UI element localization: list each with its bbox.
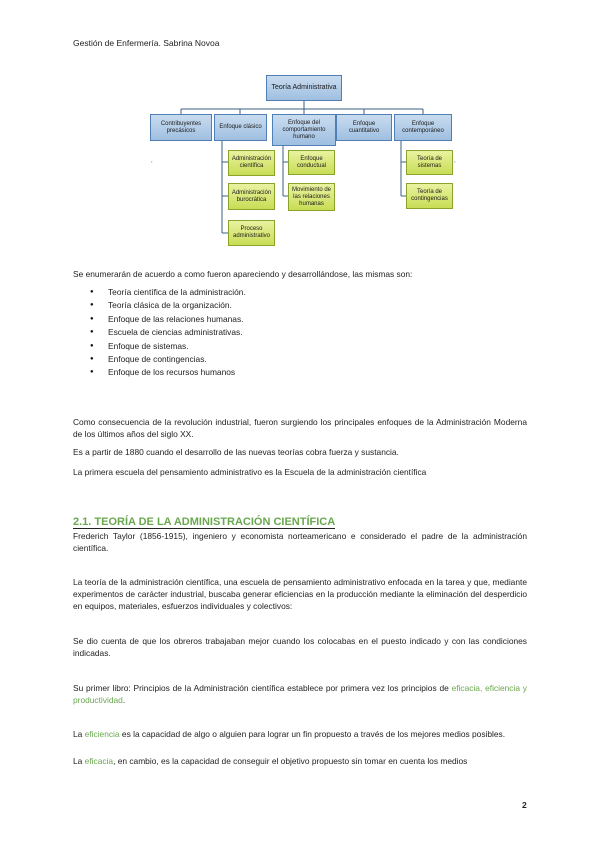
node-root: Teoría Administrativa xyxy=(266,75,342,101)
list-item: ● Enfoque de las relaciones humanas. xyxy=(90,313,246,326)
list-item: ● Enfoque de contingencias. xyxy=(90,353,246,366)
chart-tick-mark: , xyxy=(454,158,456,164)
paragraph: La primera escuela del pensamiento administrativo es la Escuela de la administración científica xyxy=(73,467,427,477)
list-item: ● Enfoque de los recursos humanos xyxy=(90,366,246,379)
list-item: ● Escuela de ciencias administrativas. xyxy=(90,326,246,339)
node-classic-child: Proceso administrativo xyxy=(228,220,275,246)
section-heading: 2.1. TEORÍA DE LA ADMINISTRACIÓN CIENTÍFICA xyxy=(73,516,336,528)
paragraph-text: , en cambio, es la capacidad de conseguir el objetivo propuesto sin tomar en cuenta los medios xyxy=(113,756,468,766)
highlight-text: eficacia xyxy=(84,756,114,766)
paragraph-text: Su primer libro: Principios de la Administración científica establece por primera vez los principios de xyxy=(73,683,452,693)
node-branch: Enfoque cuantitativo xyxy=(336,114,392,141)
paragraph: Como consecuencia de la revolución industrial, fueron surgiendo los principales enfoques de la Administración Moderna de los últimos años del siglo XX. xyxy=(73,417,527,439)
node-classic-child: Administración científica xyxy=(228,150,275,176)
page-header: Gestión de Enfermería. Sabrina Novoa xyxy=(73,38,220,48)
paragraph: La teoría de la administración científica, una escuela de pensamiento administrativo enfocada en la tarea y que, mediante experimentos de carácter industrial, buscaba generar eficiencias en la producción mediante la eliminación del desperdicio en equipos, materiales, esfuerzos individuales y colectivos: xyxy=(73,577,527,611)
paragraph: Es a partir de 1880 cuando el desarrollo de las nuevas teorías cobra fuerza y sustancia. xyxy=(73,447,399,457)
org-chart xyxy=(0,0,600,260)
intro-text: Se enumerarán de acuerdo a como fueron apareciendo y desarrollándose, las mismas son: xyxy=(73,269,413,279)
node-branch: Enfoque contemporáneo xyxy=(394,114,452,141)
node-behavior-child: Movimiento de las relaciones humanas xyxy=(288,183,335,211)
list-item: ● Teoría clásica de la organización. xyxy=(90,299,246,312)
paragraph: Se dio cuenta de que los obreros trabajaban mejor cuando los colocabas en el puesto indicado y con las condiciones indicadas. xyxy=(73,636,527,658)
page-number: 2 xyxy=(522,800,527,810)
node-behavior-child: Enfoque conductual xyxy=(288,150,335,175)
highlight-text: eficacia, eficiencia y productividad xyxy=(73,683,527,705)
paragraph xyxy=(73,755,527,767)
paragraph-text: La xyxy=(73,756,85,766)
highlight-text: eficiencia xyxy=(84,729,120,739)
paragraph-text: es la capacidad de algo o alguien para lograr un fin propuesto a través de los mejores medios posibles. xyxy=(119,729,506,739)
node-branch: Enfoque clásico xyxy=(214,114,267,141)
node-classic-child: Administración burocrática xyxy=(228,183,275,210)
node-branch: Enfoque del comportamiento humano xyxy=(272,114,336,146)
list-item: ● Enfoque de sistemas. xyxy=(90,340,246,353)
list-item: ● Teoría científica de la administración. xyxy=(90,286,246,299)
node-contemporary-child: Teoría de sistemas xyxy=(406,150,453,175)
paragraph xyxy=(73,728,527,740)
paragraph-text: . xyxy=(122,695,126,705)
chart-tick-mark: , xyxy=(151,158,153,164)
paragraph: Frederich Taylor (1856-1915), ingeniero y economista norteamericano e considerado el padre de la administración científica. xyxy=(73,531,527,553)
paragraph-text: La xyxy=(73,729,85,739)
theory-list xyxy=(90,286,246,380)
node-branch: Contribuyentes precásicos xyxy=(150,114,212,141)
node-contemporary-child: Teoría de contingencias xyxy=(406,183,453,209)
paragraph xyxy=(73,682,527,706)
